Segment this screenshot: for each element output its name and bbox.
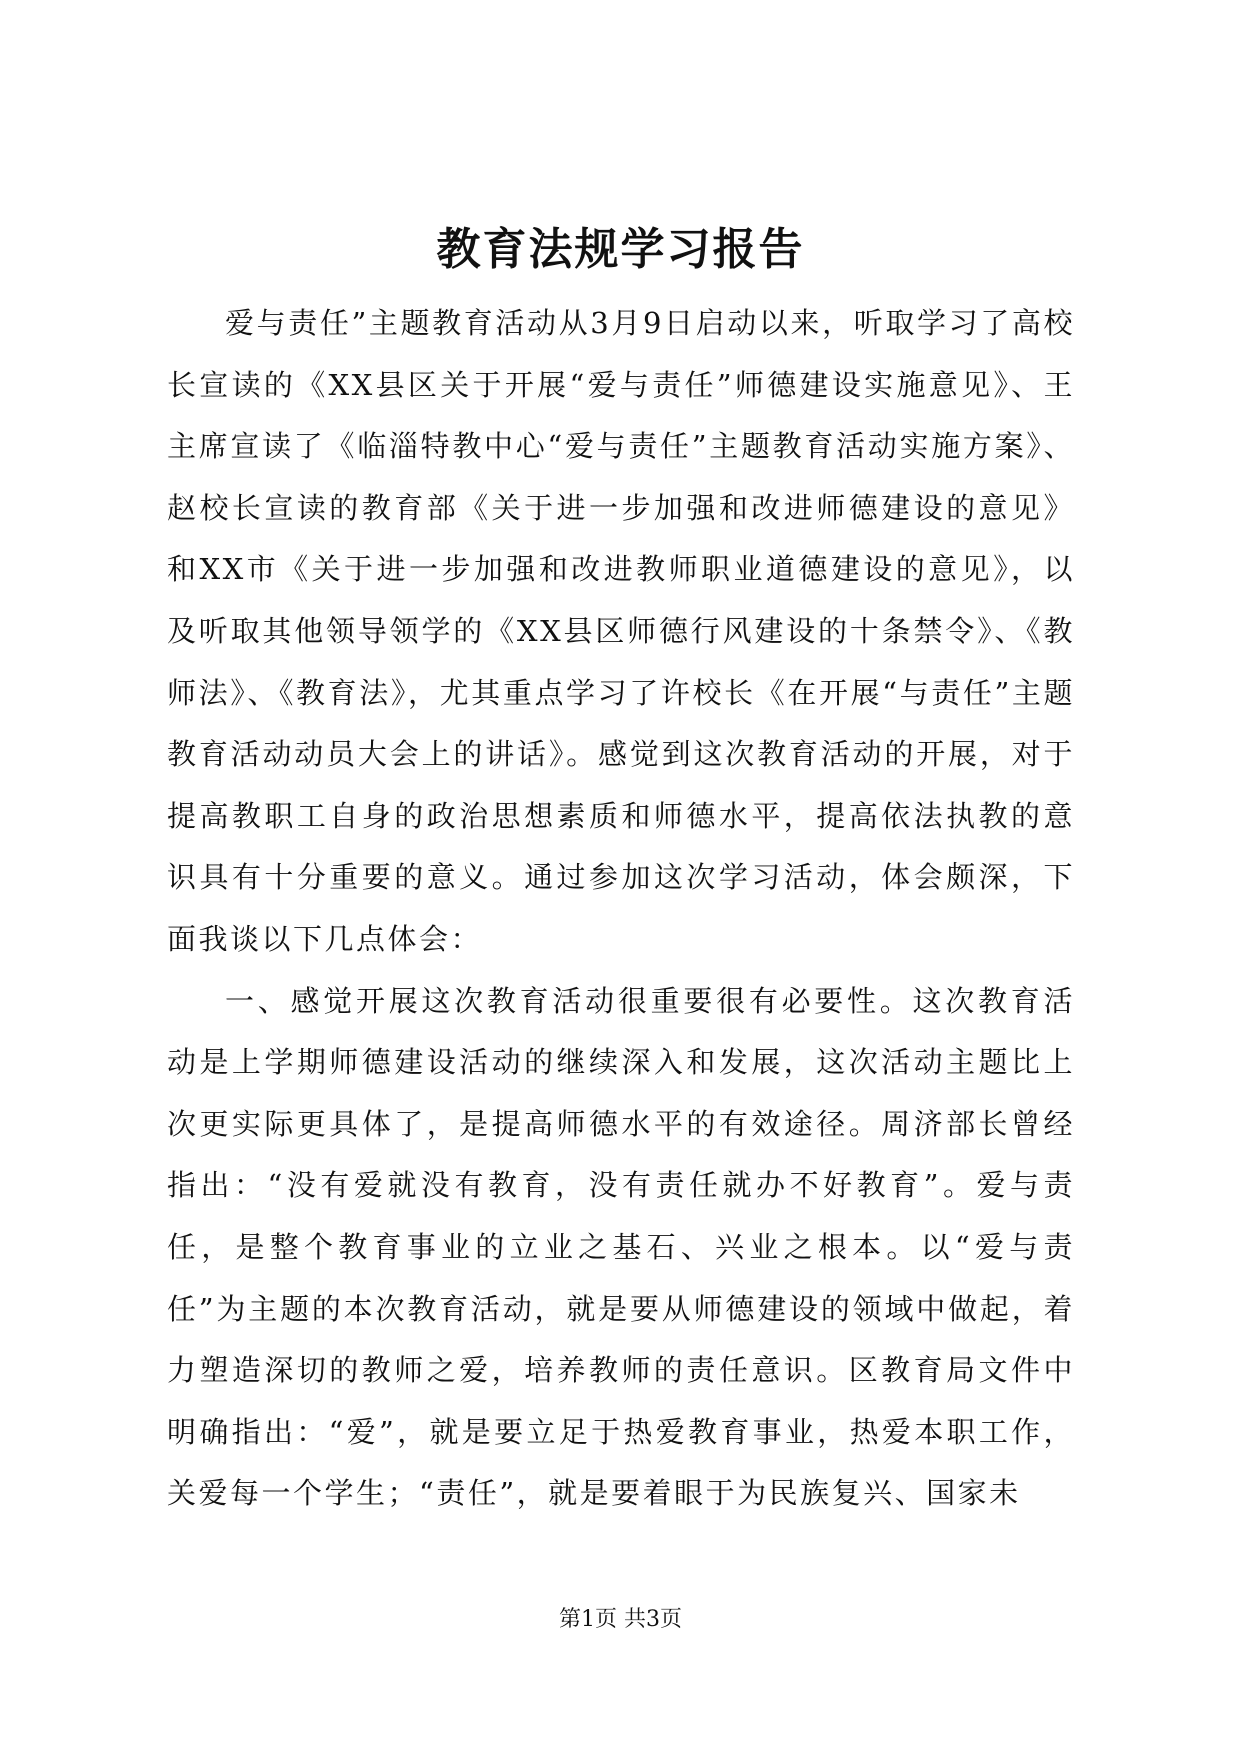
- page-number-footer: 第1页 共3页: [559, 1607, 682, 1632]
- paragraph-1: 爱与责任”主题教育活动从3月9日启动以来，听取学习了高校长宣读的《XX县区关于开展“爱与责任”师德建设实施意见》、王主席宣读了《临淄特教中心“爱与责任”主题教育活动实施方案》、赵校长宣读的教育部《关于进一步加强和改进师德建设的意见》和XX市《关于进一步加强和改进教师职业道德建设的意见》，以及听取其他领导领学的《XX县区师德行风建设的十条禁令》、《教师法》、《教育法》，尤其重点学习了许校长《在开展“与责任”主题教育活动动员大会上的讲话》。感觉到这次教育活动的开展，对于提高教职工自身的政治思想素质和师德水平，提高依法执教的意识具有十分重要的意义。通过参加这次学习活动，体会颇深，下面我谈以下几点体会：: [167, 306, 1075, 956]
- paragraph-2: 一、感觉开展这次教育活动很重要很有必要性。这次教育活动是上学期师德建设活动的继续深入和发展，这次活动主题比上次更实际更具体了，是提高师德水平的有效途径。周济部长曾经指出：“没有爱就没有教育，没有责任就办不好教育”。爱与责任，是整个教育事业的立业之基石、兴业之根本。以“爱与责任”为主题的本次教育活动，就是要从师德建设的领域中做起，着力塑造深切的教师之爱，培养教师的责任意识。区教育局文件中明确指出：“爱”，就是要立足于热爱教育事业，热爱本职工作，关爱每一个学生；“责任”，就是要着眼于为民族复兴、国家未: [167, 983, 1075, 1511]
- document-title: 教育法规学习报告: [436, 224, 805, 275]
- document-body: [167, 293, 1075, 1525]
